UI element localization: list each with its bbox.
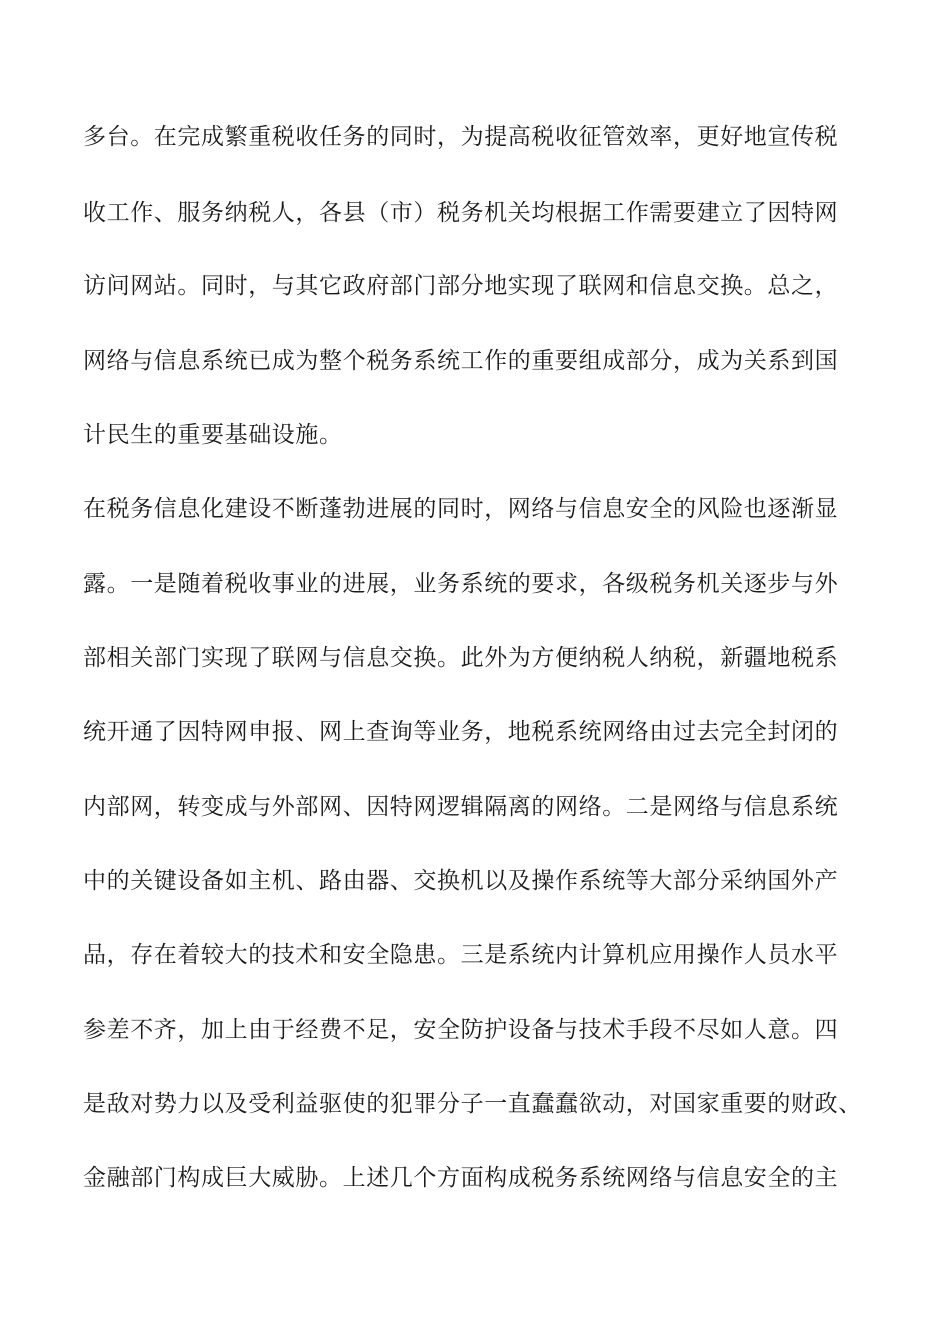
text-line: 中的关键设备如主机、路由器、交换机以及操作系统等大部分采纳国外产 [83, 868, 839, 894]
text-line: 内部网，转变成与外部网、因特网逻辑隔离的网络。二是网络与信息系统 [83, 794, 839, 820]
text-line: 多台。在完成繁重税收任务的同时，为提高税收征管效率，更好地宣传税 [83, 124, 839, 150]
text-line: 金融部门构成巨大威胁。上述几个方面构成税务系统网络与信息安全的主 [83, 1165, 839, 1191]
text-line: 统开通了因特网申报、网上查询等业务，地税系统网络由过去完全封闭的 [83, 719, 839, 745]
text-line: 网络与信息系统已成为整个税务系统工作的重要组成部分，成为关系到国 [83, 348, 839, 374]
text-line: 品，存在着较大的技术和安全隐患。三是系统内计算机应用操作人员水平 [83, 942, 839, 968]
text-line: 计民生的重要基础设施。 [83, 422, 343, 448]
text-line: 收工作、服务纳税人，各县（市）税务机关均根据工作需要建立了因特网 [83, 200, 839, 226]
text-line: 露。一是随着税收事业的进展，业务系统的要求，各级税务机关逐步与外 [83, 571, 839, 597]
text-line: 部相关部门实现了联网与信息交换。此外为方便纳税人纳税，新疆地税系 [83, 645, 839, 671]
text-line: 访问网站。同时，与其它政府部门部分地实现了联网和信息交换。总之， [83, 273, 839, 299]
text-line: 是敌对势力以及受利益驱使的犯罪分子一直蠢蠢欲动，对国家重要的财政、 [83, 1091, 862, 1117]
text-line: 参差不齐，加上由于经费不足，安全防护设备与技术手段不尽如人意。四 [83, 1017, 839, 1043]
text-line: 在税务信息化建设不断蓬勃进展的同时，网络与信息安全的风险也逐渐显 [83, 496, 839, 522]
